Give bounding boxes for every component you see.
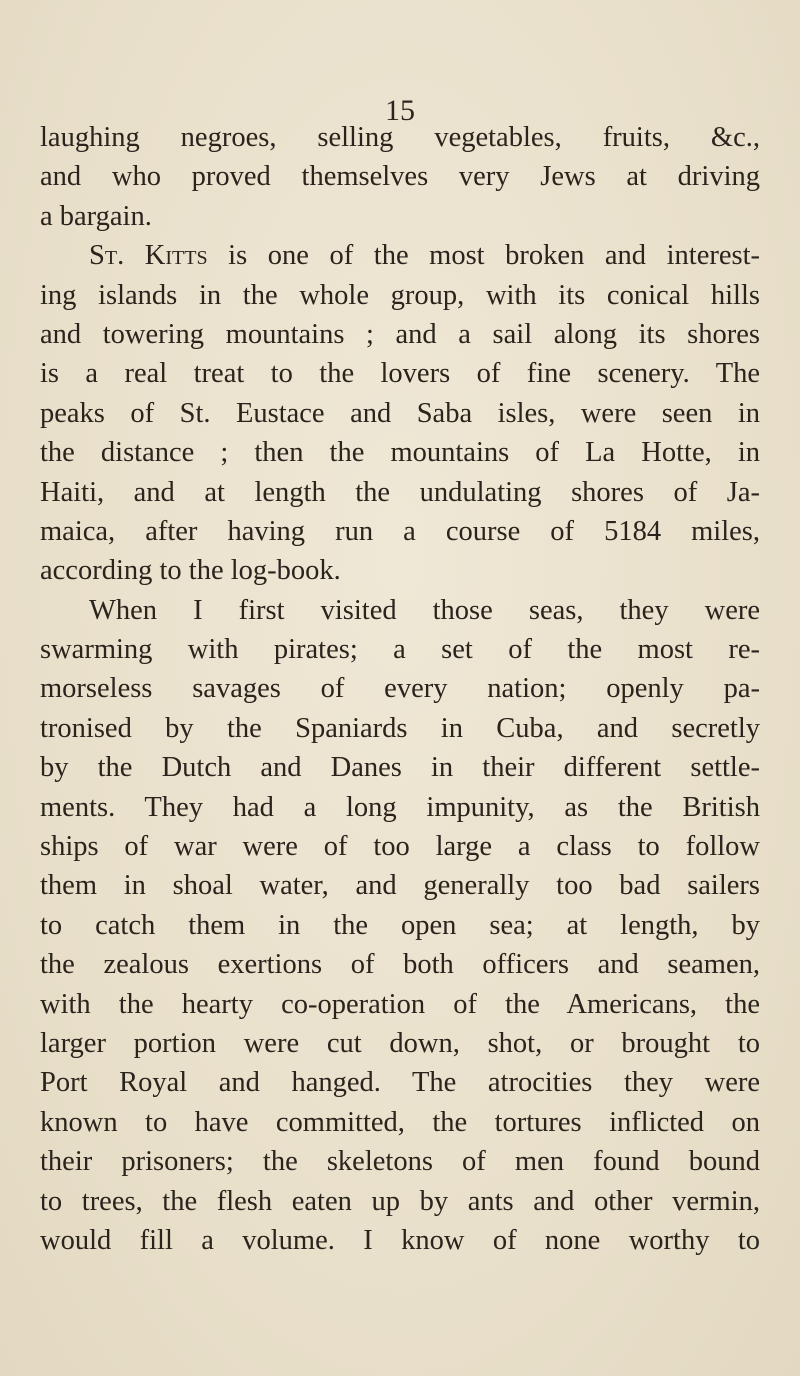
text-line: a bargain.: [40, 200, 152, 232]
text-line: Port Royal and hanged. The atrocities they were: [40, 1067, 760, 1099]
text-line: Haiti, and at length the undulating shores of Ja-: [40, 476, 760, 508]
text-line: maica, after having run a course of 5184 miles,: [40, 515, 760, 547]
text-line: is a real treat to the lovers of fine scenery. The: [40, 358, 760, 390]
text-line: to catch them in the open sea; at length, by: [40, 909, 760, 941]
text-line: and towering mountains ; and a sail along its shores: [40, 318, 760, 350]
small-caps-lead: St. Kitts: [89, 240, 208, 272]
text-line: morseless savages of every nation; openly pa-: [40, 673, 760, 705]
text-line: according to the log-book.: [40, 555, 341, 587]
page-number: 15: [385, 94, 415, 127]
text-line: peaks of St. Eustace and Saba isles, were seen in: [40, 397, 760, 429]
body-text: [40, 118, 760, 1260]
text-line: the distance ; then the mountains of La Hotte, in: [40, 437, 760, 469]
text-line: When I first visited those seas, they were: [89, 594, 760, 626]
text-line: known to have committed, the tortures inflicted on: [40, 1106, 760, 1138]
text-line: ing islands in the whole group, with its conical hills: [40, 279, 760, 311]
text-line: and who proved themselves very Jews at driving: [40, 161, 760, 193]
text-line: to trees, the flesh eaten up by ants and other vermin,: [40, 1185, 760, 1217]
text-line: ships of war were of too large a class to follow: [40, 831, 760, 863]
text-line: tronised by the Spaniards in Cuba, and secretly: [40, 712, 760, 744]
text-line: with the hearty co-operation of the Americans, the: [40, 988, 760, 1020]
text-line: swarming with pirates; a set of the most re-: [40, 634, 760, 666]
text-line: laughing negroes, selling vegetables, fruits, &c.,: [40, 122, 760, 153]
text-line: St. Kitts is one of the most broken and interest-: [89, 240, 761, 272]
text-line: ments. They had a long impunity, as the British: [40, 791, 760, 823]
text-line: by the Dutch and Danes in their different settle-: [40, 752, 760, 784]
text-line: would fill a volume. I know of none worthy to: [40, 1224, 760, 1256]
text-line: the zealous exertions of both officers and seamen,: [40, 949, 760, 981]
text-line: their prisoners; the skeletons of men found bound: [40, 1146, 760, 1178]
text-line: them in shoal water, and generally too bad sailers: [40, 870, 760, 902]
text-line: larger portion were cut down, shot, or brought to: [40, 1027, 760, 1059]
